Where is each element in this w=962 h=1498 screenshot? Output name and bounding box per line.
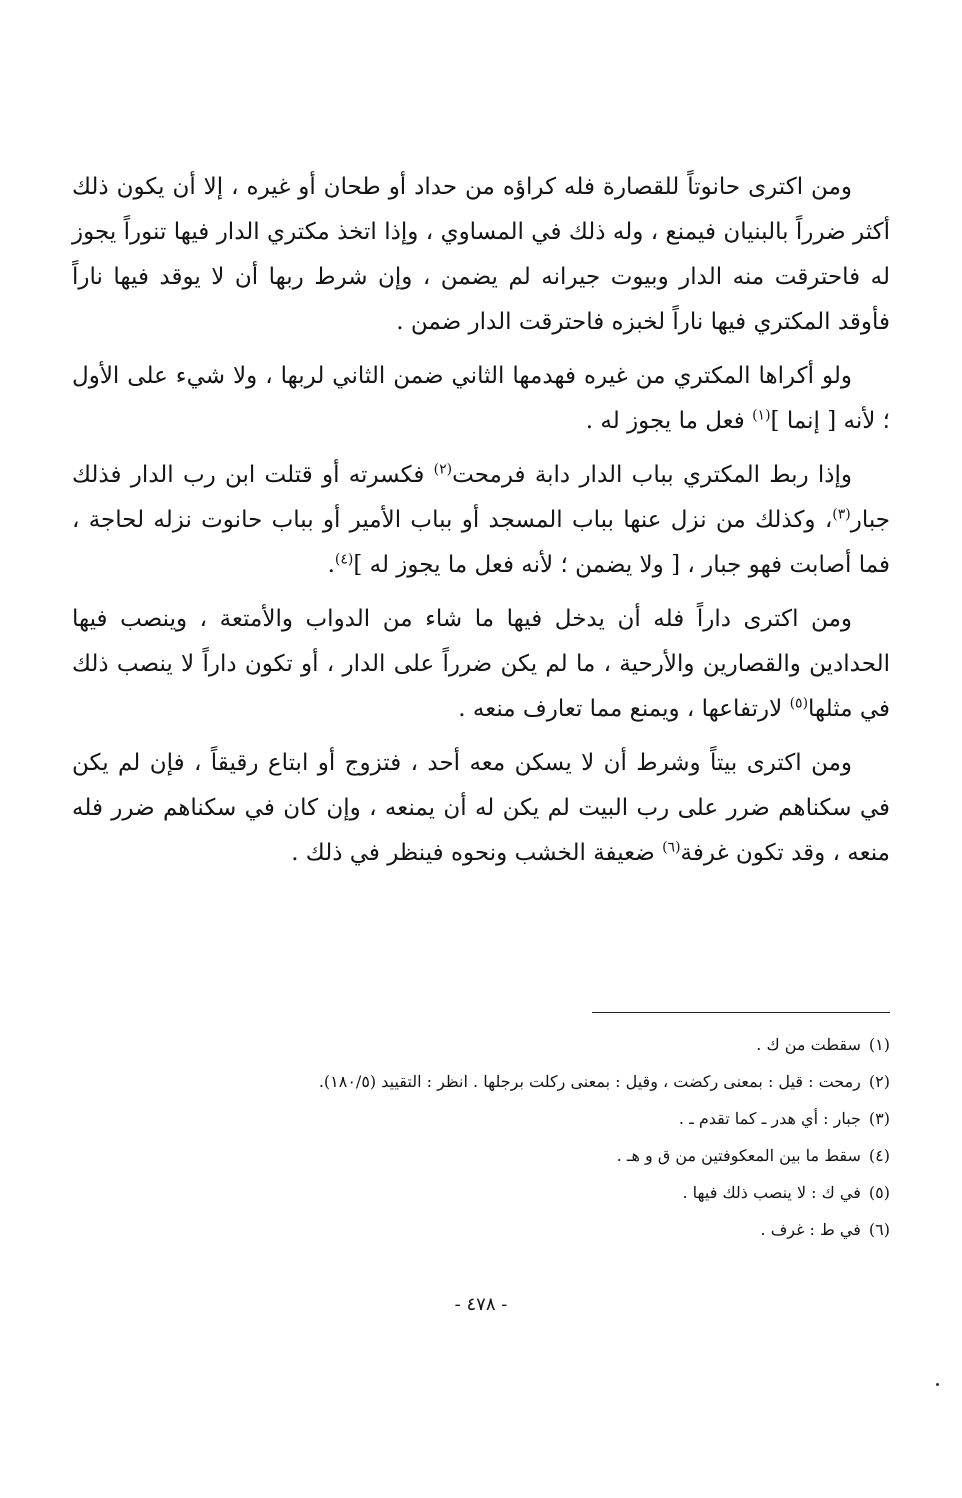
footnote-text: في ك : لا ينصب ذلك فيها . bbox=[682, 1183, 861, 1202]
footnote-ref-3: (٣) bbox=[832, 506, 851, 523]
footnotes bbox=[72, 1026, 890, 1248]
footnote-ref-4: (٤) bbox=[334, 551, 354, 568]
footnote-3 bbox=[72, 1100, 890, 1137]
page-number: - ٤٧٨ - bbox=[454, 1294, 508, 1315]
paragraph-text: وإذا ربط المكتري بباب الدار دابة فرمحت bbox=[452, 462, 852, 488]
footnote-ref-5: (٥) bbox=[789, 695, 809, 712]
main-text bbox=[72, 165, 890, 885]
paragraph-3 bbox=[72, 453, 890, 588]
footnote-text: في ط : غرف . bbox=[760, 1220, 861, 1239]
scan-mark bbox=[936, 1383, 939, 1386]
paragraph-text: ضعيفة الخشب ونحوه فينظر في ذلك . bbox=[291, 840, 663, 866]
footnote-5 bbox=[72, 1174, 890, 1211]
footnote-1 bbox=[72, 1026, 890, 1063]
footnote-number: (٦) bbox=[868, 1220, 890, 1239]
footnote-text: سقط ما بين المعكوفتين من ق و هـ . bbox=[616, 1146, 861, 1165]
paragraph-4 bbox=[72, 597, 890, 732]
paragraph-1 bbox=[72, 165, 890, 345]
paragraph-text: ومن اكترى داراً فله أن يدخل فيها ما شاء من الدواب والأمتعة ، وينصب فيها الحدادين والقصارين والأرحية ، ما لم يكن ضرراً على الدار ، أو تكون داراً لا ينصب ذلك في مثلها bbox=[72, 606, 890, 722]
paragraph-2 bbox=[72, 354, 890, 444]
footnote-number: (١) bbox=[868, 1035, 890, 1054]
footnote-text: سقطت من ك . bbox=[756, 1035, 861, 1054]
footnote-number: (٢) bbox=[868, 1072, 890, 1091]
footnote-ref-6: (٦) bbox=[662, 839, 681, 856]
paragraph-text: ومن اكترى بيتاً وشرط أن لا يسكن معه أحد ، فتزوج أو ابتاع رقيقاً ، فإن لم يكن في سكناهم ضرر على رب البيت لم يكن له أن يمنعه ، وإن كان في سكناهم ضرر فله منعه ، وقد تكون غرفة bbox=[72, 750, 891, 866]
footnote-text: جبار : أي هدر ـ كما تقدم ـ . bbox=[678, 1109, 861, 1128]
paragraph-text: ولو أكراها المكتري من غيره فهدمها الثاني ضمن الثاني لربها ، ولا شيء على الأول ؛ لأنه [ إنما ] bbox=[72, 363, 890, 434]
paragraph-text: ، وكذلك من نزل عنها بباب المسجد أو بباب الأمير أو بباب حانوت نزله لحاجة ، فما أصابت فهو جبار ، [ ولا يضمن ؛ لأنه فعل ما يجوز له ] bbox=[72, 507, 890, 578]
paragraph-text: فعل ما يجوز له . bbox=[585, 408, 753, 434]
footnote-6 bbox=[72, 1211, 890, 1248]
footnote-divider bbox=[592, 1012, 890, 1013]
paragraph-text: لارتفاعها ، ويمنع مما تعارف منعه . bbox=[458, 696, 790, 722]
footnote-ref-2: (٢) bbox=[433, 461, 453, 478]
footnote-text: رمحت : قيل : بمعنى ركضت ، وقيل : بمعنى ركلت برجلها . انظر : التقييد (١٨٠/٥). bbox=[318, 1072, 861, 1091]
footnote-ref-1: (١) bbox=[752, 407, 771, 424]
paragraph-text: ومن اكترى حانوتاً للقصارة فله كراؤه من حداد أو طحان أو غيره ، إلا أن يكون ذلك أكثر ضرراً بالبنيان فيمنع ، وله ذلك في المساوي ، وإذا اتخذ مكتري الدار فيها تنوراً يجوز له فاحترقت منه الدار وبيوت جيرانه لم يضمن ، وإن شرط ربها أن لا يوقد فيها ناراً فأوقد المكتري فيها ناراً لخبزه فاحترقت الدار ضمن . bbox=[72, 174, 890, 335]
footnote-number: (٣) bbox=[868, 1109, 890, 1128]
footnote-number: (٤) bbox=[868, 1146, 890, 1165]
paragraph-text: فكسرته أو قتلت ابن رب الدار فذلك جبار bbox=[72, 462, 890, 533]
paragraph-text: . bbox=[327, 552, 335, 578]
footnote-2 bbox=[72, 1063, 890, 1100]
paragraph-5 bbox=[72, 741, 890, 876]
footnote-number: (٥) bbox=[868, 1183, 890, 1202]
footnote-4 bbox=[72, 1137, 890, 1174]
